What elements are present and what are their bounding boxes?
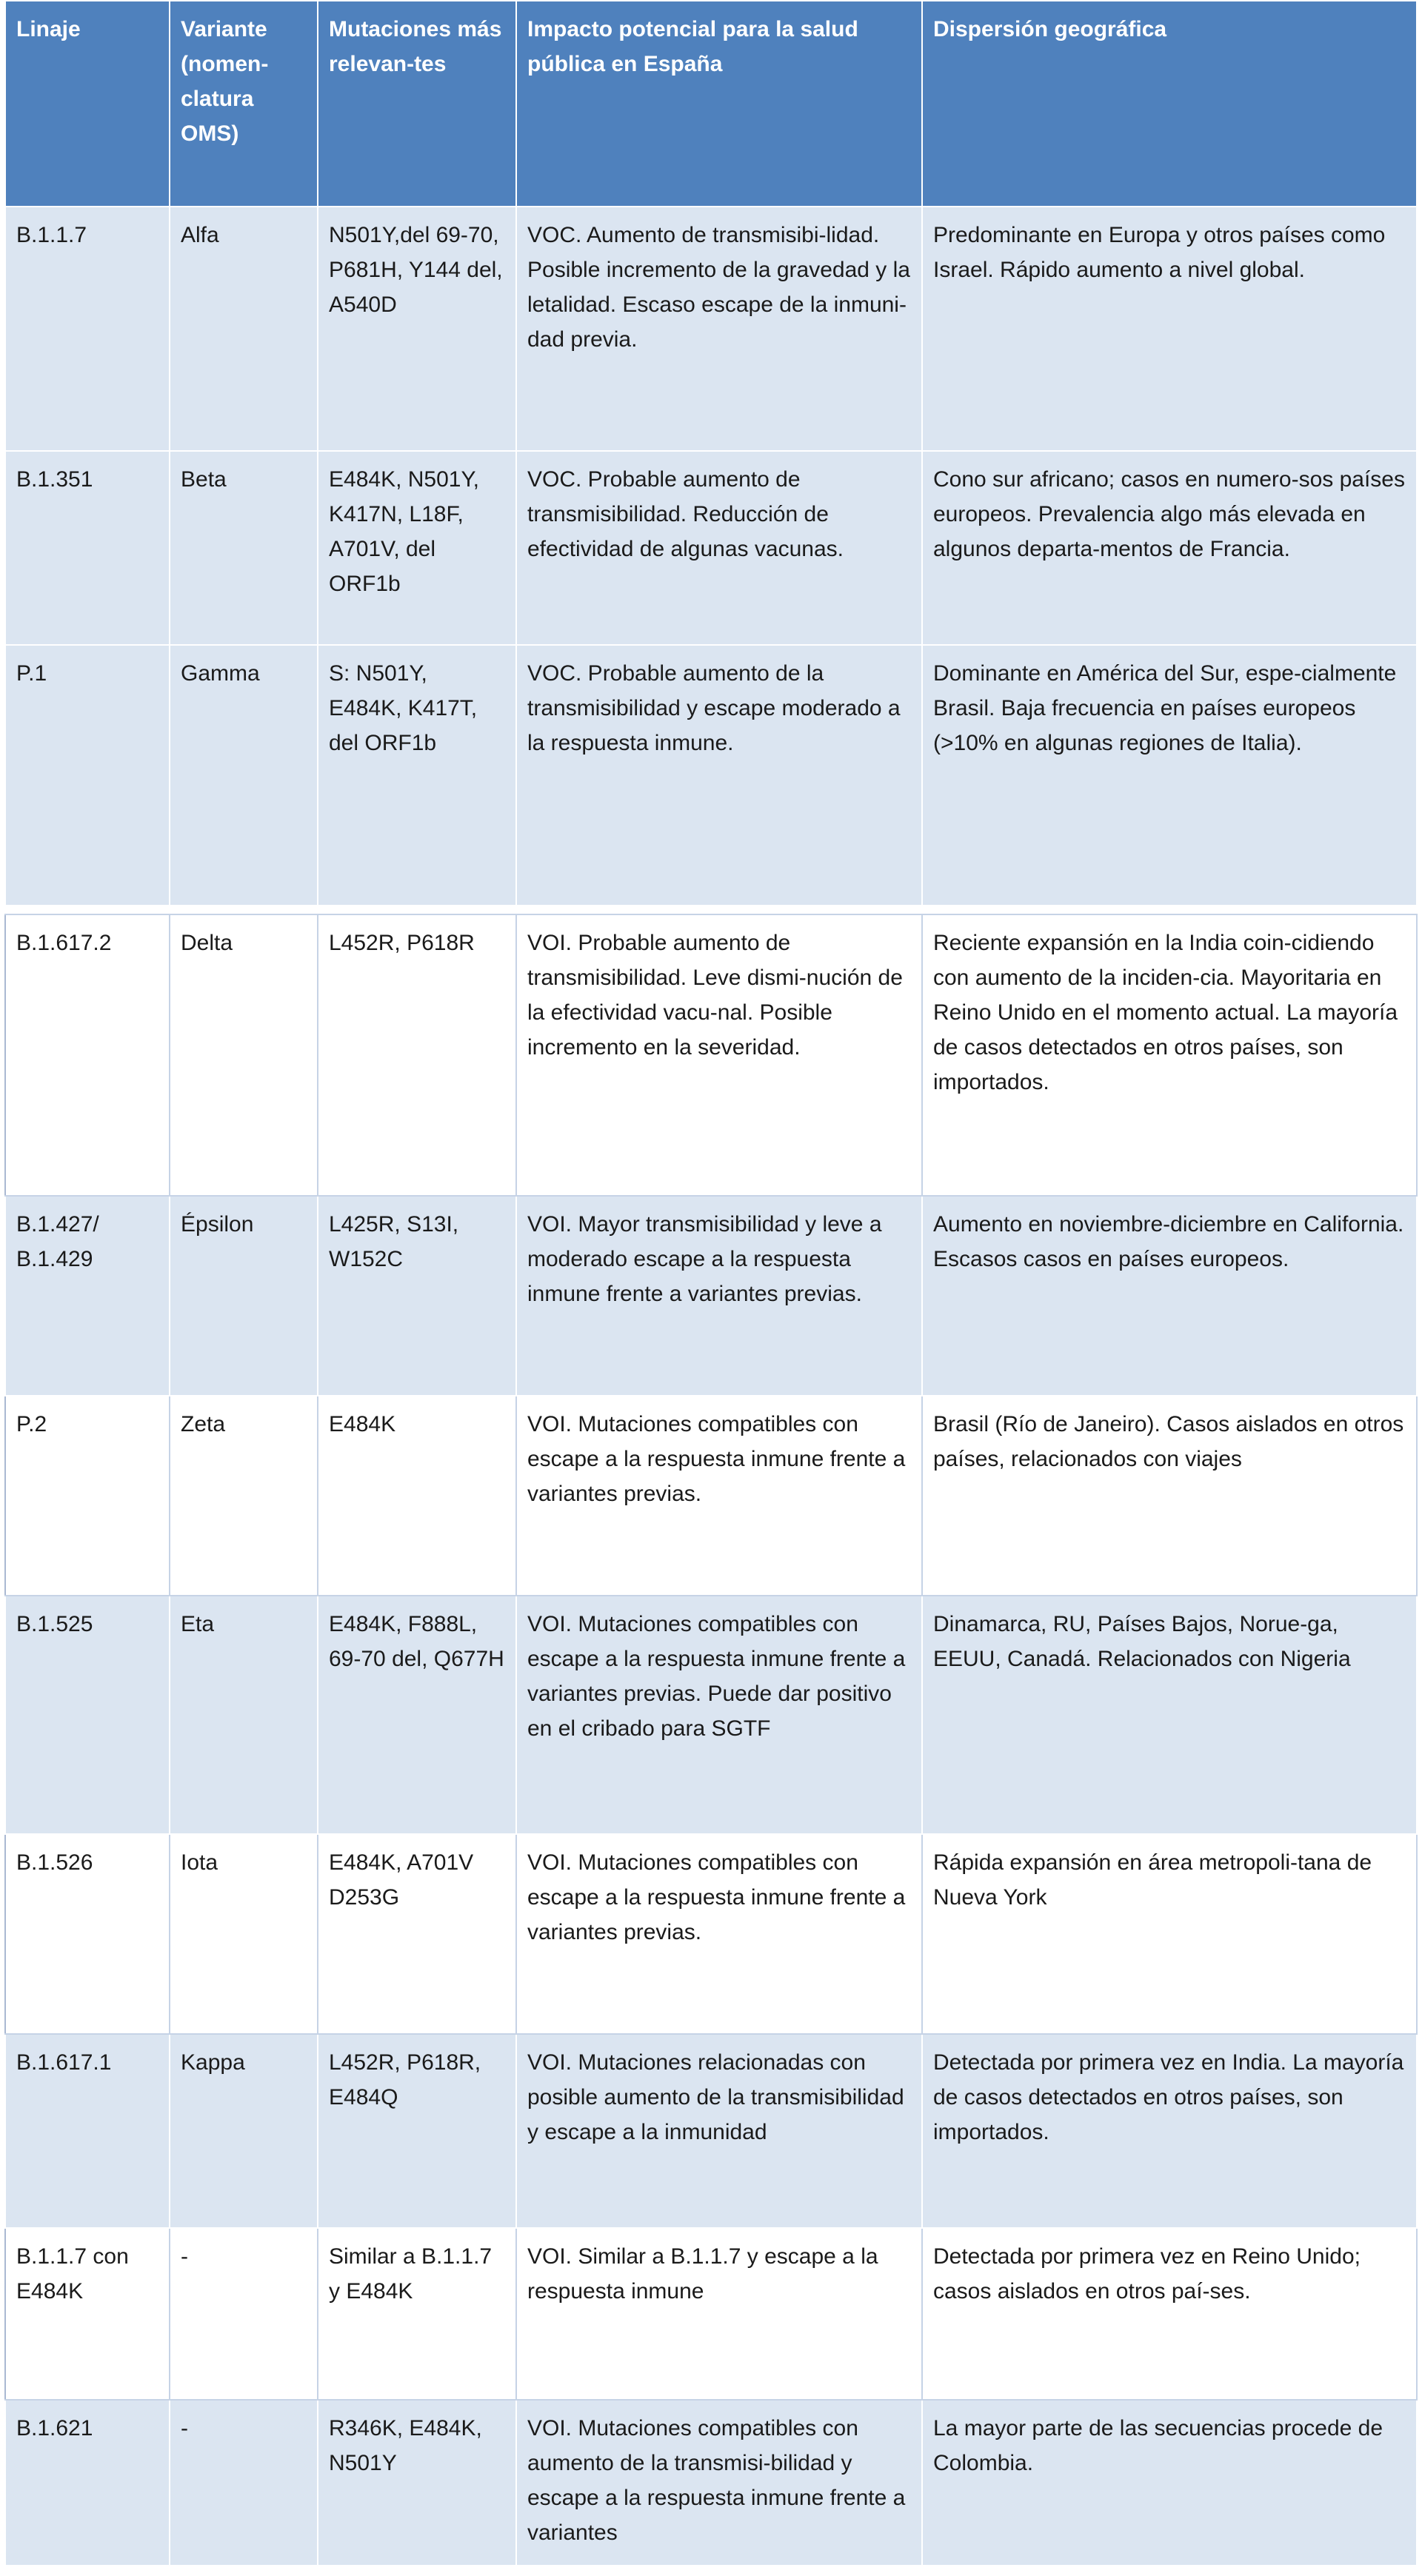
cell-linaje: P.2 <box>5 1396 170 1596</box>
cell-variante: Eta <box>170 1596 318 1834</box>
cell-mutaciones: S: N501Y, E484K, K417T, del ORF1b <box>318 645 516 906</box>
cell-impacto: VOI. Mutaciones compatibles con aumento de la transmisi-bilidad y escape a la respuesta inmune frente a variantes <box>516 2400 922 2566</box>
cell-impacto: VOI. Probable aumento de transmisibilidad. Leve dismi-nución de la efectividad vacu-nal. Posible incremento en la severidad. <box>516 914 922 1196</box>
cell-variante: - <box>170 2228 318 2400</box>
cell-impacto: VOC. Probable aumento de transmisibilidad. Reducción de efectividad de algunas vacunas. <box>516 451 922 645</box>
variants-table-part-2 <box>4 914 1418 2566</box>
cell-impacto: VOC. Aumento de transmisibi-lidad. Posible incremento de la gravedad y la letalidad. Escaso escape de la inmuni-dad previa. <box>516 207 922 451</box>
cell-mutaciones: L425R, S13I, W152C <box>318 1196 516 1396</box>
cell-variante: Kappa <box>170 2034 318 2228</box>
cell-linaje: B.1.526 <box>5 1834 170 2034</box>
variants-table-part-1 <box>4 0 1418 906</box>
table-row <box>5 914 1417 1196</box>
cell-mutaciones: E484K <box>318 1396 516 1596</box>
cell-variante: Beta <box>170 451 318 645</box>
cell-linaje: B.1.621 <box>5 2400 170 2566</box>
cell-linaje: B.1.1.7 con E484K <box>5 2228 170 2400</box>
cell-mutaciones: E484K, F888L, 69-70 del, Q677H <box>318 1596 516 1834</box>
cell-linaje: B.1.427/ B.1.429 <box>5 1196 170 1396</box>
cell-variante: - <box>170 2400 318 2566</box>
cell-variante: Gamma <box>170 645 318 906</box>
table-row <box>5 2400 1417 2566</box>
cell-linaje: B.1.525 <box>5 1596 170 1834</box>
cell-mutaciones: L452R, P618R, E484Q <box>318 2034 516 2228</box>
cell-linaje: B.1.617.1 <box>5 2034 170 2228</box>
cell-dispersion: Predominante en Europa y otros países como Israel. Rápido aumento a nivel global. <box>922 207 1417 451</box>
cell-dispersion: La mayor parte de las secuencias procede de Colombia. <box>922 2400 1417 2566</box>
cell-linaje: B.1.1.7 <box>5 207 170 451</box>
table-row <box>5 207 1417 451</box>
cell-impacto: VOI. Mutaciones relacionadas con posible aumento de la transmisibilidad y escape a la inmunidad <box>516 2034 922 2228</box>
cell-mutaciones: R346K, E484K, N501Y <box>318 2400 516 2566</box>
header-linaje: Linaje <box>5 1 170 207</box>
cell-linaje: B.1.351 <box>5 451 170 645</box>
table-row <box>5 1596 1417 1834</box>
cell-dispersion: Cono sur africano; casos en numero-sos países europeos. Prevalencia algo más elevada en algunos departa-mentos de Francia. <box>922 451 1417 645</box>
cell-dispersion: Reciente expansión en la India coin-cidiendo con aumento de la inciden-cia. Mayoritaria en Reino Unido en el momento actual. La mayoría de casos detectados en otros países, son importados. <box>922 914 1417 1196</box>
cell-impacto: VOI. Mutaciones compatibles con escape a la respuesta inmune frente a variantes previas. <box>516 1834 922 2034</box>
table-row <box>5 1196 1417 1396</box>
cell-dispersion: Dinamarca, RU, Países Bajos, Norue-ga, EEUU, Canadá. Relacionados con Nigeria <box>922 1596 1417 1834</box>
cell-mutaciones: E484K, N501Y, K417N, L18F, A701V, del ORF1b <box>318 451 516 645</box>
cell-impacto: VOI. Similar a B.1.1.7 y escape a la respuesta inmune <box>516 2228 922 2400</box>
header-impacto: Impacto potencial para la salud pública en España <box>516 1 922 207</box>
cell-impacto: VOC. Probable aumento de la transmisibilidad y escape moderado a la respuesta inmune. <box>516 645 922 906</box>
cell-mutaciones: L452R, P618R <box>318 914 516 1196</box>
cell-mutaciones: N501Y,del 69-70, P681H, Y144 del, A540D <box>318 207 516 451</box>
cell-variante: Zeta <box>170 1396 318 1596</box>
cell-dispersion: Aumento en noviembre-diciembre en California. Escasos casos en países europeos. <box>922 1196 1417 1396</box>
cell-impacto: VOI. Mutaciones compatibles con escape a la respuesta inmune frente a variantes previas. <box>516 1396 922 1596</box>
cell-dispersion: Detectada por primera vez en Reino Unido; casos aislados en otros paí-ses. <box>922 2228 1417 2400</box>
cell-variante: Iota <box>170 1834 318 2034</box>
table-row <box>5 1834 1417 2034</box>
table-row <box>5 1396 1417 1596</box>
cell-linaje: P.1 <box>5 645 170 906</box>
cell-variante: Épsilon <box>170 1196 318 1396</box>
cell-dispersion: Dominante en América del Sur, espe-cialmente Brasil. Baja frecuencia en países europeos (>10% en algunas regiones de Italia). <box>922 645 1417 906</box>
cell-impacto: VOI. Mutaciones compatibles con escape a la respuesta inmune frente a variantes previas. Puede dar positivo en el cribado para SGTF <box>516 1596 922 1834</box>
header-variante: Variante (nomen-clatura OMS) <box>170 1 318 207</box>
table-row <box>5 2034 1417 2228</box>
header-row <box>5 1 1417 207</box>
cell-mutaciones: Similar a B.1.1.7 y E484K <box>318 2228 516 2400</box>
cell-impacto: VOI. Mayor transmisibilidad y leve a moderado escape a la respuesta inmune frente a variantes previas. <box>516 1196 922 1396</box>
cell-dispersion: Detectada por primera vez en India. La mayoría de casos detectados en otros países, son importados. <box>922 2034 1417 2228</box>
table-row <box>5 2228 1417 2400</box>
cell-variante: Alfa <box>170 207 318 451</box>
cell-dispersion: Brasil (Río de Janeiro). Casos aislados en otros países, relacionados con viajes <box>922 1396 1417 1596</box>
cell-linaje: B.1.617.2 <box>5 914 170 1196</box>
header-mutaciones: Mutaciones más relevan-tes <box>318 1 516 207</box>
cell-variante: Delta <box>170 914 318 1196</box>
cell-mutaciones: E484K, A701V D253G <box>318 1834 516 2034</box>
table-row <box>5 451 1417 645</box>
cell-dispersion: Rápida expansión en área metropoli-tana de Nueva York <box>922 1834 1417 2034</box>
table-break <box>4 905 1416 914</box>
table-row <box>5 645 1417 906</box>
header-dispersion: Dispersión geográfica <box>922 1 1417 207</box>
